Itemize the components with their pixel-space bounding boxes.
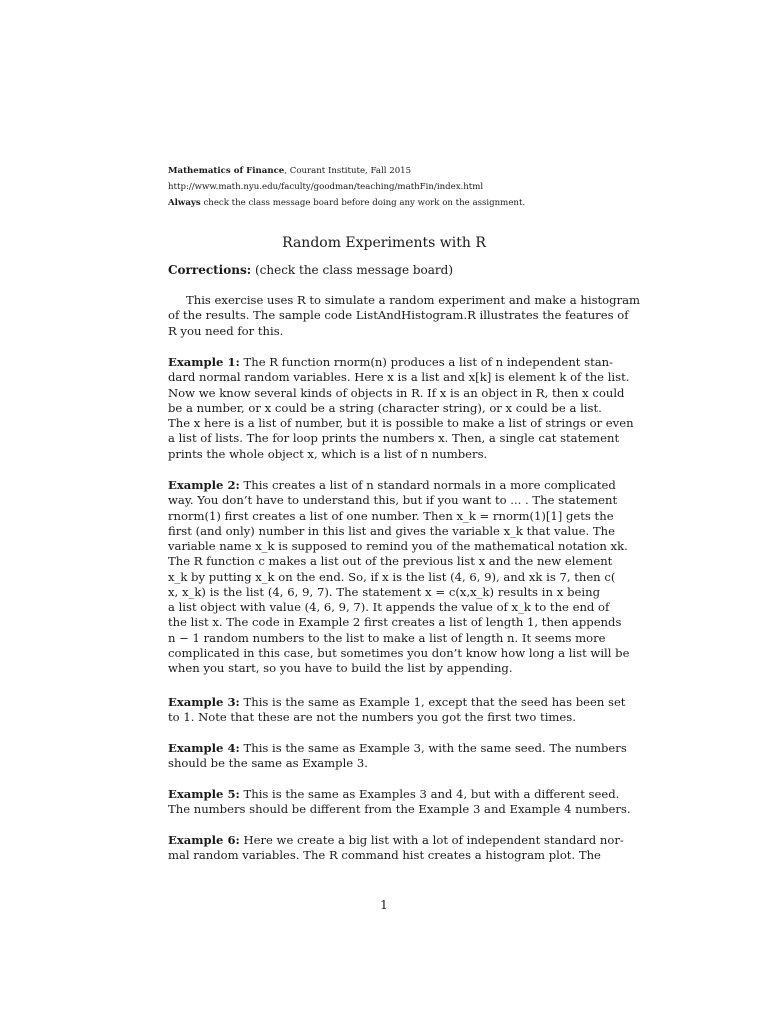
- example-1: [168, 355, 634, 462]
- example-2-line: n − 1 random numbers to the list to make a list of length n. It seems more: [168, 630, 606, 645]
- example-3-line: to 1. Note that these are not the numbers you got the first two times.: [168, 710, 576, 725]
- example-1-line: dard normal random variables. Here x is a list and x[k] is element k of the list.: [168, 370, 630, 385]
- intro-line: This exercise uses R to simulate a random experiment and make a histogram: [186, 293, 641, 307]
- example-2-line: way. You don’t have to understand this, but if you want to ... . The statement: [168, 493, 618, 508]
- example-4-line: should be the same as Example 3.: [168, 756, 368, 771]
- always-text: check the class message board before doing any work on the assignment.: [200, 198, 526, 208]
- intro-line: of the results. The sample code ListAndHistogram.R illustrates the features of: [168, 308, 629, 323]
- document-title: Random Experiments with R: [282, 235, 486, 251]
- example-2-line: [168, 478, 616, 493]
- example-1-label: Example 1:: [168, 355, 240, 369]
- example-4-text: This is the same as Example 3, with the same seed. The numbers: [243, 741, 627, 755]
- course-institution: , Courant Institute, Fall 2015: [284, 166, 412, 176]
- example-5-line: The numbers should be different from the Example 3 and Example 4 numbers.: [168, 802, 631, 817]
- example-6-text: Here we create a big list with a lot of independent standard nor-: [243, 833, 624, 847]
- example-1-line: [168, 355, 614, 370]
- example-2-line: x, x_k) is the list (4, 6, 9, 7). The statement x = c(x,x_k) results in x being: [168, 584, 600, 599]
- corrections-label: Corrections:: [168, 263, 252, 277]
- example-1-text: The R function rnorm(n) produces a list of n independent stan-: [243, 355, 614, 369]
- example-1-line: prints the whole object x, which is a list of n numbers.: [168, 446, 488, 461]
- example-2: [168, 478, 630, 676]
- example-4: [168, 741, 627, 772]
- example-2-line: x_k by putting x_k on the end. So, if x is the list (4, 6, 9), and xk is 7, then c(: [168, 569, 616, 584]
- example-2-text: This creates a list of n standard normals in a more complicated: [243, 478, 616, 492]
- example-2-line: variable name x_k is supposed to remind you of the mathematical notation xk.: [168, 539, 628, 553]
- example-5-text: This is the same as Examples 3 and 4, but with a different seed.: [243, 787, 620, 801]
- example-1-line: Now we know several kinds of objects in R. If x is an object in R, then x could: [168, 385, 625, 400]
- example-4-line: [168, 741, 627, 756]
- example-1-line: be a number, or x could be a string (character string), or x could be a list.: [168, 400, 602, 415]
- example-5-line: [168, 787, 620, 802]
- example-6: [168, 833, 624, 864]
- example-2-line: complicated in this case, but sometimes you don’t know how long a list will be: [168, 645, 630, 660]
- example-2-line: rnorm(1) first creates a list of one number. Then x_k = rnorm(1)[1] gets the: [168, 508, 614, 523]
- example-5-label: Example 5:: [168, 787, 240, 801]
- example-3-line: [168, 695, 626, 710]
- always-label: Always: [168, 198, 201, 208]
- example-3: [168, 695, 626, 726]
- example-3-text: This is the same as Example 1, except that the seed has been set: [243, 695, 626, 709]
- page-number: 1: [380, 898, 388, 912]
- course-header: [168, 165, 411, 177]
- example-2-line: first (and only) number in this list and gives the variable x_k that value. The: [168, 523, 615, 538]
- example-5: [168, 787, 631, 818]
- course-url[interactable]: http://www.math.nyu.edu/faculty/goodman/teaching/mathFin/index.html: [168, 182, 484, 192]
- example-4-label: Example 4:: [168, 741, 240, 755]
- example-3-label: Example 3:: [168, 695, 240, 709]
- example-1-line: The x here is a list of number, but it is possible to make a list of strings or even: [168, 416, 634, 430]
- course-name: Mathematics of Finance: [168, 166, 285, 176]
- always-note: [168, 197, 525, 209]
- example-6-line: [168, 833, 624, 848]
- example-2-line: The R function c makes a list out of the previous list x and the new element: [168, 554, 613, 569]
- example-2-label: Example 2:: [168, 478, 240, 492]
- intro-line: R you need for this.: [168, 323, 284, 338]
- example-6-line: mal random variables. The R command hist creates a histogram plot. The: [168, 848, 601, 863]
- example-2-line: a list object with value (4, 6, 9, 7). It appends the value of x_k to the end of: [168, 600, 610, 614]
- intro-paragraph: [168, 293, 641, 339]
- example-6-label: Example 6:: [168, 833, 240, 847]
- corrections: [168, 262, 453, 278]
- example-2-line: when you start, so you have to build the list by appending.: [168, 661, 513, 675]
- corrections-text: (check the class message board): [251, 263, 454, 277]
- example-1-line: a list of lists. The for loop prints the numbers x. Then, a single cat statement: [168, 431, 620, 446]
- example-2-line: the list x. The code in Example 2 first creates a list of length 1, then appends: [168, 615, 622, 630]
